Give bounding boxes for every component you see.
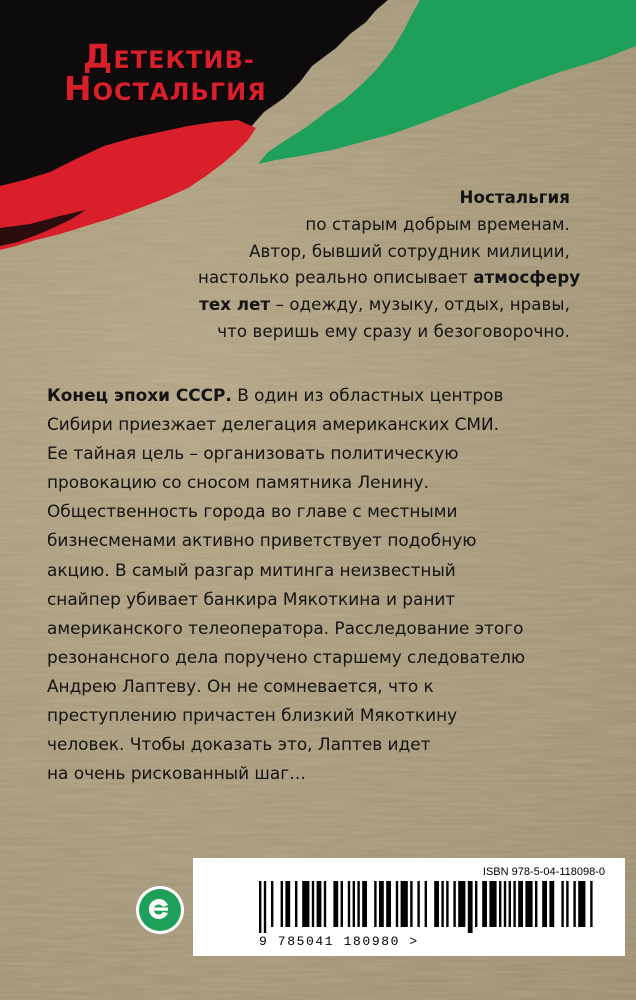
barcode-panel xyxy=(193,858,625,956)
series-initial-1: Д xyxy=(83,37,114,76)
barcode-bar xyxy=(561,881,563,927)
synopsis-line: бизнесменами активно приветствует подобную xyxy=(47,530,477,551)
blurb-line-6: что веришь ему сразу и безоговорочно. xyxy=(217,321,570,341)
eksmo-logo-icon xyxy=(135,885,185,935)
barcode-bar xyxy=(348,881,350,927)
synopsis-lead: Конец эпохи СССР. xyxy=(47,385,232,405)
barcode-bar xyxy=(341,881,343,927)
barcode-bar xyxy=(386,881,391,927)
barcode-bar xyxy=(468,881,473,933)
barcode-bars xyxy=(259,881,594,933)
barcode-bar xyxy=(504,881,506,927)
barcode-bar xyxy=(509,881,511,927)
synopsis-line: преступлению причастен близкий Мякоткину xyxy=(47,705,458,726)
synopsis-line: акцию. В самый разгар митинга неизвестный xyxy=(47,559,456,580)
blurb-line-2: по старым добрым временам. xyxy=(305,214,570,234)
barcode-bar xyxy=(441,881,443,927)
blurb-keyword-nostalgia: Ностальгия xyxy=(459,188,570,207)
barcode-bar xyxy=(513,881,515,927)
barcode-bar xyxy=(458,881,465,927)
barcode-bar xyxy=(525,881,532,927)
synopsis-line xyxy=(47,381,607,410)
barcode-bar xyxy=(549,881,554,927)
barcode-bar xyxy=(475,881,477,927)
barcode-bar xyxy=(302,881,309,927)
series-rest-2: ОСТАЛЬГИЯ xyxy=(92,78,267,106)
synopsis-line: резонансного дела поручено старшему следователю xyxy=(47,646,526,667)
barcode-bar xyxy=(499,881,501,927)
barcode-bar xyxy=(578,881,585,927)
series-initial-2: Н xyxy=(64,69,93,108)
isbn-label: ISBN 978-5-04-118098-0 xyxy=(482,866,605,878)
blurb-keyword-atmosphere: атмосферу xyxy=(473,268,581,288)
barcode-bar xyxy=(482,881,487,927)
barcode-bar xyxy=(264,881,266,933)
blurb-line-5 xyxy=(198,292,570,319)
barcode-digits: 9 785041 180980 > xyxy=(259,934,419,949)
barcode-bar xyxy=(542,881,547,927)
synopsis-block xyxy=(47,381,607,788)
barcode-bar xyxy=(259,881,261,933)
barcode-bar xyxy=(295,881,297,927)
blurb-line-1 xyxy=(198,185,570,212)
synopsis-line: Ее тайная цель – организовать политическую xyxy=(47,443,459,464)
synopsis-line: провокацию со сносом памятника Ленину. xyxy=(47,472,429,493)
synopsis-line: американского телеоператора. Расследование этого xyxy=(47,617,524,638)
synopsis-line: Сибири приезжает делегация американских СМИ. xyxy=(47,414,499,435)
barcode-bar xyxy=(535,881,537,927)
series-title-line1 xyxy=(83,37,255,76)
barcode-bar xyxy=(333,881,338,927)
barcode-bar xyxy=(271,881,273,927)
blurb-line-4-text: настолько реально описывает xyxy=(198,268,474,288)
barcode-bar xyxy=(566,881,568,927)
synopsis-line-1-text: В один из областных центров xyxy=(231,385,504,405)
barcode-bar xyxy=(317,881,322,927)
barcode-bar xyxy=(353,881,355,927)
barcode-bar xyxy=(434,881,439,927)
barcode-bar xyxy=(357,881,359,927)
barcode-bar xyxy=(590,881,592,927)
blurb-line-4 xyxy=(198,265,581,292)
series-rest-1: ЕТЕКТИВ- xyxy=(113,46,255,74)
barcode-bar xyxy=(446,881,448,927)
barcode-bar xyxy=(281,881,283,927)
barcode-bar xyxy=(374,881,376,927)
series-title-line2 xyxy=(64,69,267,108)
barcode-bar xyxy=(285,881,290,927)
synopsis-line: человек. Чтобы доказать это, Лаптев идет xyxy=(47,734,431,755)
blurb-line-3: Автор, бывший сотрудник милиции, xyxy=(249,241,570,261)
blurb-block xyxy=(198,185,581,346)
barcode-bar xyxy=(573,881,575,927)
barcode-bar xyxy=(425,881,427,927)
barcode-bar xyxy=(396,881,398,927)
blurb-keyword-years: тех лет xyxy=(199,295,271,315)
synopsis-line: Общественность города во главе с местными xyxy=(47,501,458,522)
synopsis-line: снайпер убивает банкира Мякоткина и ранит xyxy=(47,588,456,609)
synopsis-line: Андрею Лаптеву. Он не сомневается, что к xyxy=(47,675,434,696)
barcode-bar xyxy=(417,881,419,927)
blurb-line-5-text: – одежду, музыку, отдых, нравы, xyxy=(270,295,570,315)
barcode-bar xyxy=(489,881,496,927)
barcode-bar xyxy=(453,881,455,927)
barcode-bar xyxy=(312,881,314,927)
barcode-bar xyxy=(401,881,408,927)
barcode-bar xyxy=(379,881,384,927)
synopsis-line: на очень рискованный шаг… xyxy=(47,763,307,784)
barcode-bar xyxy=(324,881,326,927)
barcode-bar xyxy=(518,881,523,927)
barcode-bar xyxy=(362,881,367,927)
barcode-bar xyxy=(410,881,412,927)
